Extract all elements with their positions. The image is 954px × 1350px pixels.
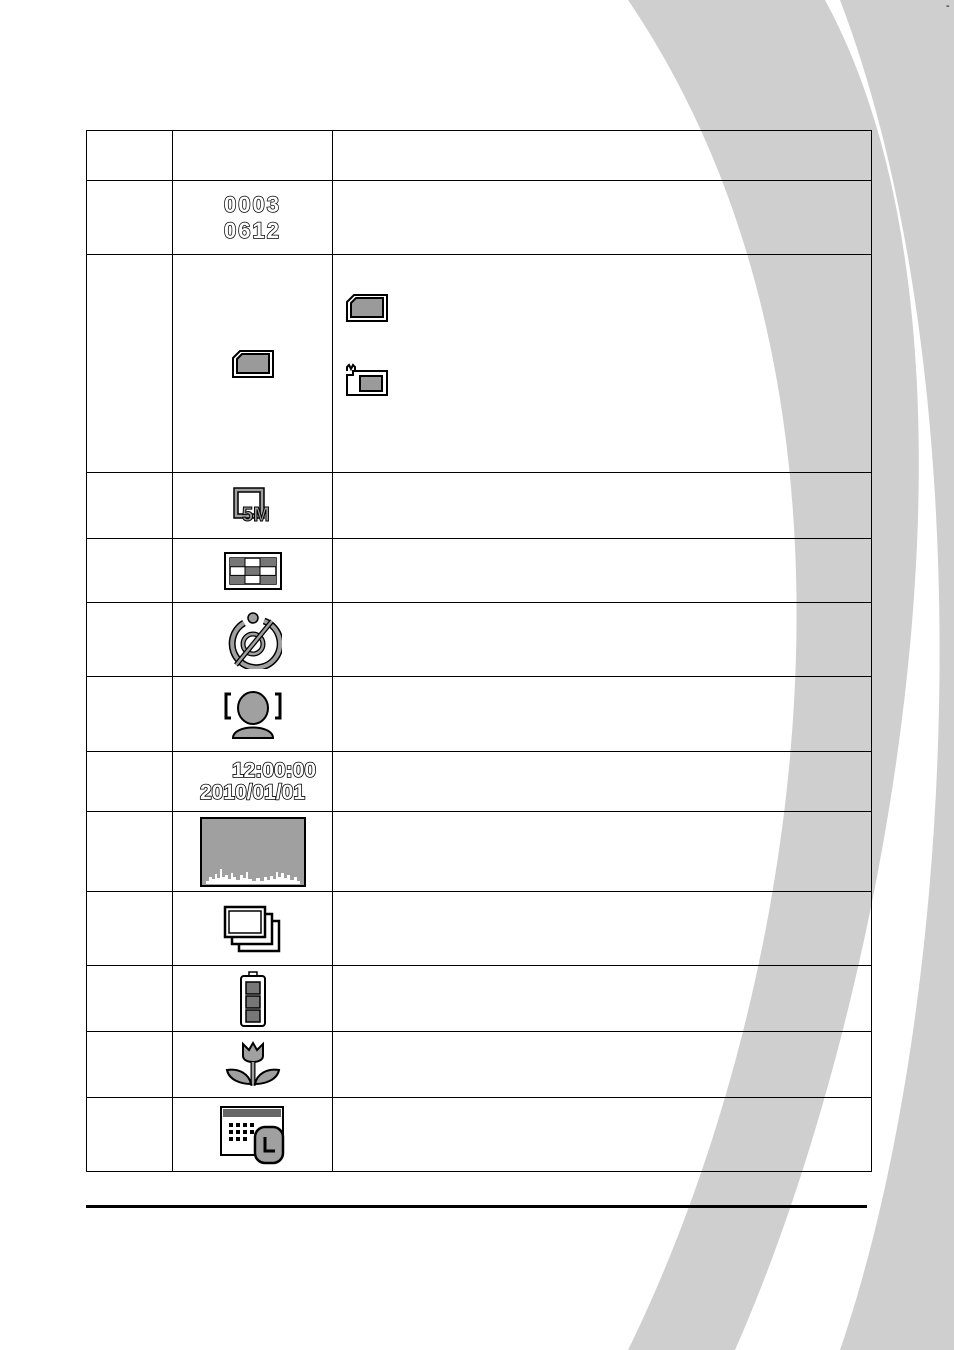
burst-mode-icon xyxy=(223,905,283,953)
counter-top: 0003 xyxy=(224,191,281,217)
resolution-label: 5M xyxy=(241,503,270,525)
row-description xyxy=(333,966,872,1032)
table-row xyxy=(87,892,872,966)
table-row xyxy=(87,966,872,1032)
row-item xyxy=(87,1098,173,1172)
row-description xyxy=(333,1098,872,1172)
row-description xyxy=(333,603,872,677)
table-row xyxy=(87,1032,872,1098)
sd-card-icon xyxy=(345,293,389,323)
row-description xyxy=(333,812,872,892)
row-description xyxy=(333,677,872,752)
row-item xyxy=(87,677,173,752)
row-description xyxy=(333,181,872,255)
row-item xyxy=(87,603,173,677)
header-item xyxy=(87,131,173,181)
face-detection-icon xyxy=(223,688,283,740)
date-time-stamp-icon xyxy=(173,752,333,812)
table-row xyxy=(87,255,872,473)
quality-grid-icon xyxy=(224,552,282,590)
table-row xyxy=(87,1098,872,1172)
self-timer-off-icon xyxy=(224,611,282,669)
row-item xyxy=(87,473,173,539)
counter-bottom: 0612 xyxy=(224,217,281,243)
row-description xyxy=(333,752,872,812)
date-value: 2010/01/01 xyxy=(199,780,306,804)
row-item xyxy=(87,752,173,812)
bottom-rule xyxy=(86,1205,867,1208)
date-imprint-icon xyxy=(219,1105,287,1165)
header-description xyxy=(333,131,872,181)
row-item xyxy=(87,539,173,603)
macro-flower-icon xyxy=(225,1040,281,1090)
table-row xyxy=(87,812,872,892)
row-item xyxy=(87,1032,173,1098)
row-description xyxy=(333,473,872,539)
page-corner-mark: - xyxy=(946,0,950,12)
shot-counter-icon xyxy=(173,181,333,255)
row-item xyxy=(87,255,173,473)
row-description xyxy=(333,1032,872,1098)
histogram-icon xyxy=(200,817,306,887)
row-item xyxy=(87,181,173,255)
battery-full-icon xyxy=(239,970,267,1028)
table-row xyxy=(87,539,872,603)
row-item xyxy=(87,812,173,892)
row-item xyxy=(87,966,173,1032)
time-value: 12:00:00 xyxy=(231,758,316,782)
icon-table xyxy=(86,130,872,1172)
resolution-5m-icon xyxy=(233,487,273,525)
row-description xyxy=(333,892,872,966)
table-header-row xyxy=(87,131,872,181)
table-row xyxy=(87,677,872,752)
table-row xyxy=(87,181,872,255)
table-row xyxy=(87,473,872,539)
table-row xyxy=(87,752,872,812)
row-description xyxy=(333,539,872,603)
sd-card-icon xyxy=(231,349,275,379)
internal-memory-icon xyxy=(345,363,389,397)
header-icon xyxy=(173,131,333,181)
table-row xyxy=(87,603,872,677)
row-item xyxy=(87,892,173,966)
